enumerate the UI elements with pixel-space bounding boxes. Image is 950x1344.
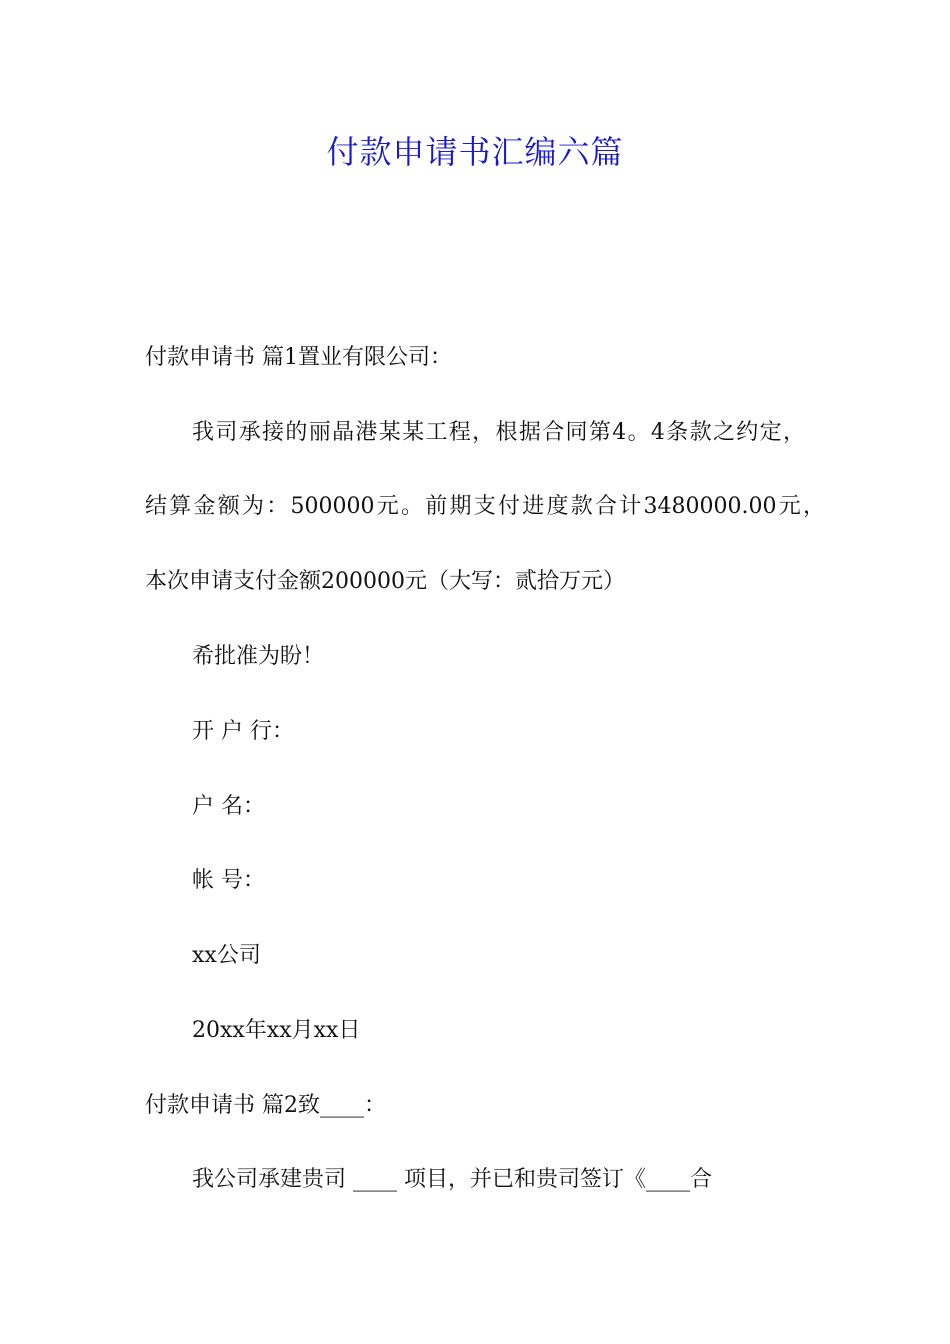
account-number-field: 帐 号： <box>192 868 265 893</box>
account-name-field: 户 名： <box>192 794 265 819</box>
closing-line: 希批准为盼！ <box>192 644 325 669</box>
paragraph-line: 我司承接的丽晶港某某工程，根据合同第4。4条款之约定， <box>192 420 805 445</box>
paragraph-line: 我公司承建贵司 ____ 项目，并已和贵司签订《____合 <box>192 1167 712 1192</box>
paragraph-line: 本次申请支付金额200000元（大写：贰拾万元） <box>145 569 625 594</box>
document-title: 付款申请书汇编六篇 <box>326 133 624 171</box>
bank-field: 开 户 行： <box>192 719 294 744</box>
paragraph-line: 结算金额为：500000元。前期支付进度款合计3480000.00元， <box>145 494 825 519</box>
section-2-heading: 付款申请书 篇2致____： <box>145 1093 386 1118</box>
company-signature: xx公司 <box>192 943 261 968</box>
section-1-heading: 付款申请书 篇1置业有限公司： <box>145 345 452 370</box>
date-line: 20xx年xx月xx日 <box>192 1018 361 1043</box>
